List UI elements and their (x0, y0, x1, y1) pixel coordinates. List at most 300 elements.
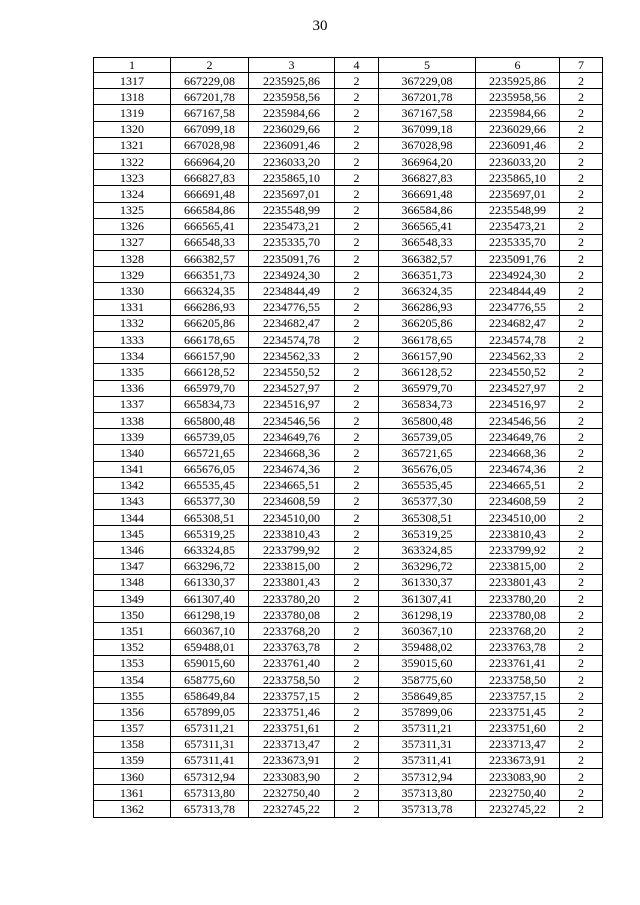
table-cell: 2233083,90 (476, 769, 560, 785)
table-cell: 658649,84 (171, 688, 249, 704)
table-cell: 2233758,50 (476, 671, 560, 687)
table-cell: 2233780,20 (249, 591, 335, 607)
table-cell: 2234649,76 (476, 429, 560, 445)
table-row (94, 299, 603, 315)
table-row (94, 477, 603, 493)
table-cell: 2232745,22 (249, 801, 335, 817)
table-cell: 2 (560, 186, 603, 202)
table-cell: 1327 (94, 234, 171, 250)
table-cell: 2233751,61 (249, 720, 335, 736)
table-cell: 2234574,78 (249, 332, 335, 348)
table-cell: 2 (335, 704, 379, 720)
table-cell: 2233757,15 (476, 688, 560, 704)
table-cell: 1360 (94, 769, 171, 785)
table-cell: 2 (560, 785, 603, 801)
table-cell: 663296,72 (171, 558, 249, 574)
table-cell: 2 (560, 574, 603, 590)
table-cell: 2 (560, 720, 603, 736)
table-cell: 1350 (94, 607, 171, 623)
table-cell: 2 (560, 218, 603, 234)
table-cell: 2 (560, 445, 603, 461)
table-cell: 2 (335, 315, 379, 331)
table-cell: 2 (560, 315, 603, 331)
table-cell: 2 (560, 639, 603, 655)
table-cell: 2234562,33 (249, 348, 335, 364)
table-cell: 2236091,46 (476, 137, 560, 153)
table-cell: 2 (335, 186, 379, 202)
table-cell: 665676,05 (171, 461, 249, 477)
table-cell: 666157,90 (171, 348, 249, 364)
table-cell: 2233751,60 (476, 720, 560, 736)
table-row (94, 736, 603, 752)
table-cell: 1330 (94, 283, 171, 299)
table-cell: 1352 (94, 639, 171, 655)
table-row (94, 558, 603, 574)
table-cell: 665979,70 (171, 380, 249, 396)
table-cell: 665535,45 (171, 477, 249, 493)
table-cell: 2234608,59 (476, 493, 560, 509)
table-cell: 365676,05 (379, 461, 476, 477)
table-cell: 2235697,01 (249, 186, 335, 202)
table-cell: 2234510,00 (249, 510, 335, 526)
table-cell: 2234516,97 (476, 396, 560, 412)
table-cell: 666128,52 (171, 364, 249, 380)
table-cell: 1325 (94, 202, 171, 218)
table-cell: 357899,06 (379, 704, 476, 720)
table-cell: 366351,73 (379, 267, 476, 283)
table-row (94, 688, 603, 704)
table-row (94, 348, 603, 364)
table-cell: 2 (335, 412, 379, 428)
table-cell: 661307,40 (171, 591, 249, 607)
table-cell: 2 (560, 73, 603, 89)
table-cell: 1348 (94, 574, 171, 590)
table-cell: 1321 (94, 137, 171, 153)
table-cell: 2234546,56 (249, 412, 335, 428)
table-cell: 361298,19 (379, 607, 476, 623)
table-cell: 1355 (94, 688, 171, 704)
table-cell: 1347 (94, 558, 171, 574)
table-cell: 2 (560, 170, 603, 186)
table-cell: 1336 (94, 380, 171, 396)
table-cell: 2233810,43 (249, 526, 335, 542)
table-row (94, 396, 603, 412)
table-cell: 1323 (94, 170, 171, 186)
table-cell: 2235925,86 (249, 73, 335, 89)
table-cell: 666324,35 (171, 283, 249, 299)
table-cell: 1354 (94, 671, 171, 687)
table-cell: 2 (560, 137, 603, 153)
table-cell: 357312,94 (379, 769, 476, 785)
table-cell: 366382,57 (379, 251, 476, 267)
table-cell: 357311,31 (379, 736, 476, 752)
table-cell: 666548,33 (171, 234, 249, 250)
table-cell: 665800,48 (171, 412, 249, 428)
table-cell: 2 (335, 801, 379, 817)
table-cell: 1345 (94, 526, 171, 542)
table-cell: 2 (335, 688, 379, 704)
table-cell: 2 (335, 332, 379, 348)
table-cell: 2233780,08 (249, 607, 335, 623)
table-cell: 666565,41 (171, 218, 249, 234)
table-row (94, 445, 603, 461)
table-cell: 2 (560, 380, 603, 396)
table-cell: 2235091,76 (476, 251, 560, 267)
table-cell: 2233768,20 (476, 623, 560, 639)
page-number: 30 (312, 18, 328, 34)
table-cell: 2 (560, 752, 603, 768)
table-cell: 2 (560, 105, 603, 121)
table-cell: 2233757,15 (249, 688, 335, 704)
table-cell: 2234608,59 (249, 493, 335, 509)
table-cell: 666382,57 (171, 251, 249, 267)
table-cell: 2 (335, 251, 379, 267)
table-cell: 2 (560, 477, 603, 493)
table-cell: 2 (335, 785, 379, 801)
table-cell: 2234649,76 (249, 429, 335, 445)
table-cell: 2 (335, 396, 379, 412)
table-cell: 357313,78 (379, 801, 476, 817)
table-cell: 2 (335, 542, 379, 558)
table-cell: 657312,94 (171, 769, 249, 785)
table-cell: 2 (335, 769, 379, 785)
table-cell: 2 (560, 801, 603, 817)
table-cell: 2 (335, 510, 379, 526)
table-cell: 2 (335, 493, 379, 509)
table-cell: 2234527,97 (249, 380, 335, 396)
table-cell: 2234682,47 (476, 315, 560, 331)
table-cell: 2 (560, 769, 603, 785)
table-cell: 1353 (94, 655, 171, 671)
table-row (94, 283, 603, 299)
table-cell: 2235335,70 (476, 234, 560, 250)
table-cell: 665308,51 (171, 510, 249, 526)
table-row (94, 461, 603, 477)
table-cell: 2234562,33 (476, 348, 560, 364)
table-row (94, 170, 603, 186)
table-cell: 2 (560, 671, 603, 687)
table-cell: 666286,93 (171, 299, 249, 315)
table-cell: 1341 (94, 461, 171, 477)
table-body (94, 73, 603, 818)
table-cell: 2236029,66 (249, 121, 335, 137)
column-header: 6 (476, 58, 560, 73)
table-cell: 361307,41 (379, 591, 476, 607)
table-cell: 2234550,52 (249, 364, 335, 380)
table-row (94, 623, 603, 639)
table-cell: 2 (335, 526, 379, 542)
table-cell: 357311,41 (379, 752, 476, 768)
table-cell: 1339 (94, 429, 171, 445)
table-cell: 2 (560, 591, 603, 607)
table-cell: 2 (335, 445, 379, 461)
table-cell: 1324 (94, 186, 171, 202)
table-cell: 2234574,78 (476, 332, 560, 348)
table-cell: 2 (335, 720, 379, 736)
table-cell: 2234546,56 (476, 412, 560, 428)
column-header: 5 (379, 58, 476, 73)
table-cell: 2234924,30 (249, 267, 335, 283)
table-cell: 1343 (94, 493, 171, 509)
table-cell: 1344 (94, 510, 171, 526)
table-cell: 2 (560, 542, 603, 558)
table-cell: 2235984,66 (476, 105, 560, 121)
table-cell: 2 (335, 283, 379, 299)
table-cell: 2 (335, 591, 379, 607)
table-cell: 366584,86 (379, 202, 476, 218)
table-cell: 1357 (94, 720, 171, 736)
table-cell: 365800,48 (379, 412, 476, 428)
table-row (94, 234, 603, 250)
table-cell: 2 (560, 348, 603, 364)
table-cell: 2 (560, 121, 603, 137)
table-cell: 665834,73 (171, 396, 249, 412)
table-cell: 2 (335, 105, 379, 121)
table-cell: 661330,37 (171, 574, 249, 590)
table-row (94, 591, 603, 607)
table-row (94, 769, 603, 785)
table-cell: 1329 (94, 267, 171, 283)
coordinates-table (93, 57, 603, 818)
table-cell: 1332 (94, 315, 171, 331)
table-cell: 1338 (94, 412, 171, 428)
table-cell: 357313,80 (379, 785, 476, 801)
table-cell: 359015,60 (379, 655, 476, 671)
table-cell: 366128,52 (379, 364, 476, 380)
table-cell: 666691,48 (171, 186, 249, 202)
table-row (94, 704, 603, 720)
table-cell: 2235697,01 (476, 186, 560, 202)
table-cell: 2 (335, 461, 379, 477)
table-cell: 2 (335, 429, 379, 445)
table-cell: 2 (335, 202, 379, 218)
table-cell: 1359 (94, 752, 171, 768)
table-cell: 366548,33 (379, 234, 476, 250)
table-cell: 660367,10 (171, 623, 249, 639)
table-cell: 2 (560, 396, 603, 412)
table-cell: 666964,20 (171, 153, 249, 169)
table-cell: 363324,85 (379, 542, 476, 558)
column-header: 4 (335, 58, 379, 73)
table-cell: 2233815,00 (476, 558, 560, 574)
table-cell: 658775,60 (171, 671, 249, 687)
table-cell: 2 (335, 89, 379, 105)
table-row (94, 364, 603, 380)
table-cell: 365377,30 (379, 493, 476, 509)
table-cell: 2233801,43 (476, 574, 560, 590)
table-cell: 2234844,49 (249, 283, 335, 299)
table-row (94, 574, 603, 590)
table-cell: 2234776,55 (249, 299, 335, 315)
table-cell: 2234516,97 (249, 396, 335, 412)
table-cell: 2234668,36 (476, 445, 560, 461)
table-cell: 2 (335, 752, 379, 768)
table-cell: 665721,65 (171, 445, 249, 461)
table-row (94, 607, 603, 623)
table-cell: 1346 (94, 542, 171, 558)
table-cell: 2 (560, 364, 603, 380)
table-cell: 2232750,40 (476, 785, 560, 801)
column-header: 7 (560, 58, 603, 73)
table-cell: 1317 (94, 73, 171, 89)
table-cell: 2 (335, 574, 379, 590)
table-cell: 2 (335, 380, 379, 396)
table-row (94, 137, 603, 153)
table-cell: 2 (560, 461, 603, 477)
table-cell: 360367,10 (379, 623, 476, 639)
table-cell: 2 (335, 218, 379, 234)
table-cell: 2233780,20 (476, 591, 560, 607)
table-cell: 2233799,92 (476, 542, 560, 558)
table-cell: 2234510,00 (476, 510, 560, 526)
table-cell: 2233780,08 (476, 607, 560, 623)
table-cell: 2232745,22 (476, 801, 560, 817)
table-row (94, 121, 603, 137)
table-cell: 2 (335, 736, 379, 752)
table-cell: 2 (560, 234, 603, 250)
table-cell: 2234668,36 (249, 445, 335, 461)
table-cell: 367229,08 (379, 73, 476, 89)
table-row (94, 153, 603, 169)
table-cell: 2 (335, 299, 379, 315)
table-cell: 2 (560, 655, 603, 671)
table-cell: 1351 (94, 623, 171, 639)
table-cell: 2 (560, 153, 603, 169)
table-cell: 2 (560, 89, 603, 105)
table-cell: 1349 (94, 591, 171, 607)
table-cell: 1328 (94, 251, 171, 267)
table-cell: 367201,78 (379, 89, 476, 105)
table-cell: 666351,73 (171, 267, 249, 283)
table-header-row (94, 58, 603, 73)
table-cell: 2235984,66 (249, 105, 335, 121)
table-cell: 657899,05 (171, 704, 249, 720)
table-cell: 665377,30 (171, 493, 249, 509)
table-cell: 2235925,86 (476, 73, 560, 89)
table-cell: 366178,65 (379, 332, 476, 348)
table-cell: 2233761,40 (249, 655, 335, 671)
table-row (94, 251, 603, 267)
table-cell: 2 (335, 607, 379, 623)
table-cell: 1356 (94, 704, 171, 720)
table-cell: 1361 (94, 785, 171, 801)
table-cell: 2234682,47 (249, 315, 335, 331)
table-cell: 366964,20 (379, 153, 476, 169)
table-cell: 657313,78 (171, 801, 249, 817)
table-row (94, 655, 603, 671)
table-cell: 2232750,40 (249, 785, 335, 801)
table-cell: 366205,86 (379, 315, 476, 331)
table-row (94, 542, 603, 558)
table-cell: 2235865,10 (249, 170, 335, 186)
table-cell: 365535,45 (379, 477, 476, 493)
table-cell: 659488,01 (171, 639, 249, 655)
table-cell: 657311,21 (171, 720, 249, 736)
table-cell: 665739,05 (171, 429, 249, 445)
table-cell: 361330,37 (379, 574, 476, 590)
table-cell: 365308,51 (379, 510, 476, 526)
table-cell: 2234527,97 (476, 380, 560, 396)
table-row (94, 429, 603, 445)
table-cell: 367167,58 (379, 105, 476, 121)
table-cell: 2233763,78 (249, 639, 335, 655)
table-cell: 2 (560, 704, 603, 720)
table-cell: 2 (335, 639, 379, 655)
table-cell: 2 (560, 202, 603, 218)
table-cell: 367099,18 (379, 121, 476, 137)
table-cell: 366691,48 (379, 186, 476, 202)
table-cell: 2234665,51 (476, 477, 560, 493)
table-cell: 2234665,51 (249, 477, 335, 493)
table-cell: 667167,58 (171, 105, 249, 121)
table-row (94, 202, 603, 218)
table-row (94, 720, 603, 736)
table-cell: 367028,98 (379, 137, 476, 153)
table-cell: 365721,65 (379, 445, 476, 461)
table-cell: 2236091,46 (249, 137, 335, 153)
table-cell: 2235473,21 (249, 218, 335, 234)
table-cell: 2 (560, 607, 603, 623)
table-cell: 2235548,99 (476, 202, 560, 218)
column-header: 3 (249, 58, 335, 73)
table-row (94, 218, 603, 234)
table-cell: 2235958,56 (249, 89, 335, 105)
table-cell: 2 (335, 364, 379, 380)
table-cell: 1334 (94, 348, 171, 364)
table-cell: 667099,18 (171, 121, 249, 137)
table-cell: 2 (560, 526, 603, 542)
table-cell: 2236033,20 (476, 153, 560, 169)
table-cell: 2 (560, 558, 603, 574)
table-cell: 2 (560, 267, 603, 283)
table-cell: 2234550,52 (476, 364, 560, 380)
table-cell: 2233761,41 (476, 655, 560, 671)
table-cell: 365739,05 (379, 429, 476, 445)
table-cell: 667229,08 (171, 73, 249, 89)
table-cell: 2236029,66 (476, 121, 560, 137)
table-cell: 2233713,47 (476, 736, 560, 752)
table-cell: 2233083,90 (249, 769, 335, 785)
table-cell: 363296,72 (379, 558, 476, 574)
table-cell: 2233758,50 (249, 671, 335, 687)
table-cell: 2233713,47 (249, 736, 335, 752)
table-cell: 2 (335, 137, 379, 153)
table-cell: 358649,85 (379, 688, 476, 704)
table-cell: 2233815,00 (249, 558, 335, 574)
table-cell: 2233810,43 (476, 526, 560, 542)
table-cell: 357311,21 (379, 720, 476, 736)
table-cell: 2233799,92 (249, 542, 335, 558)
table-cell: 1340 (94, 445, 171, 461)
table-cell: 2 (560, 688, 603, 704)
table-cell: 2234844,49 (476, 283, 560, 299)
table-cell: 1318 (94, 89, 171, 105)
table-cell: 2 (335, 73, 379, 89)
table-row (94, 105, 603, 121)
table-cell: 2235958,56 (476, 89, 560, 105)
table-cell: 2234674,36 (249, 461, 335, 477)
table-cell: 2233673,91 (476, 752, 560, 768)
table-cell: 365319,25 (379, 526, 476, 542)
table-row (94, 186, 603, 202)
table-cell: 366565,41 (379, 218, 476, 234)
table-cell: 2 (335, 655, 379, 671)
table-cell: 1337 (94, 396, 171, 412)
table-cell: 2 (560, 299, 603, 315)
table-cell: 2 (335, 348, 379, 364)
table-cell: 1322 (94, 153, 171, 169)
table-row (94, 493, 603, 509)
